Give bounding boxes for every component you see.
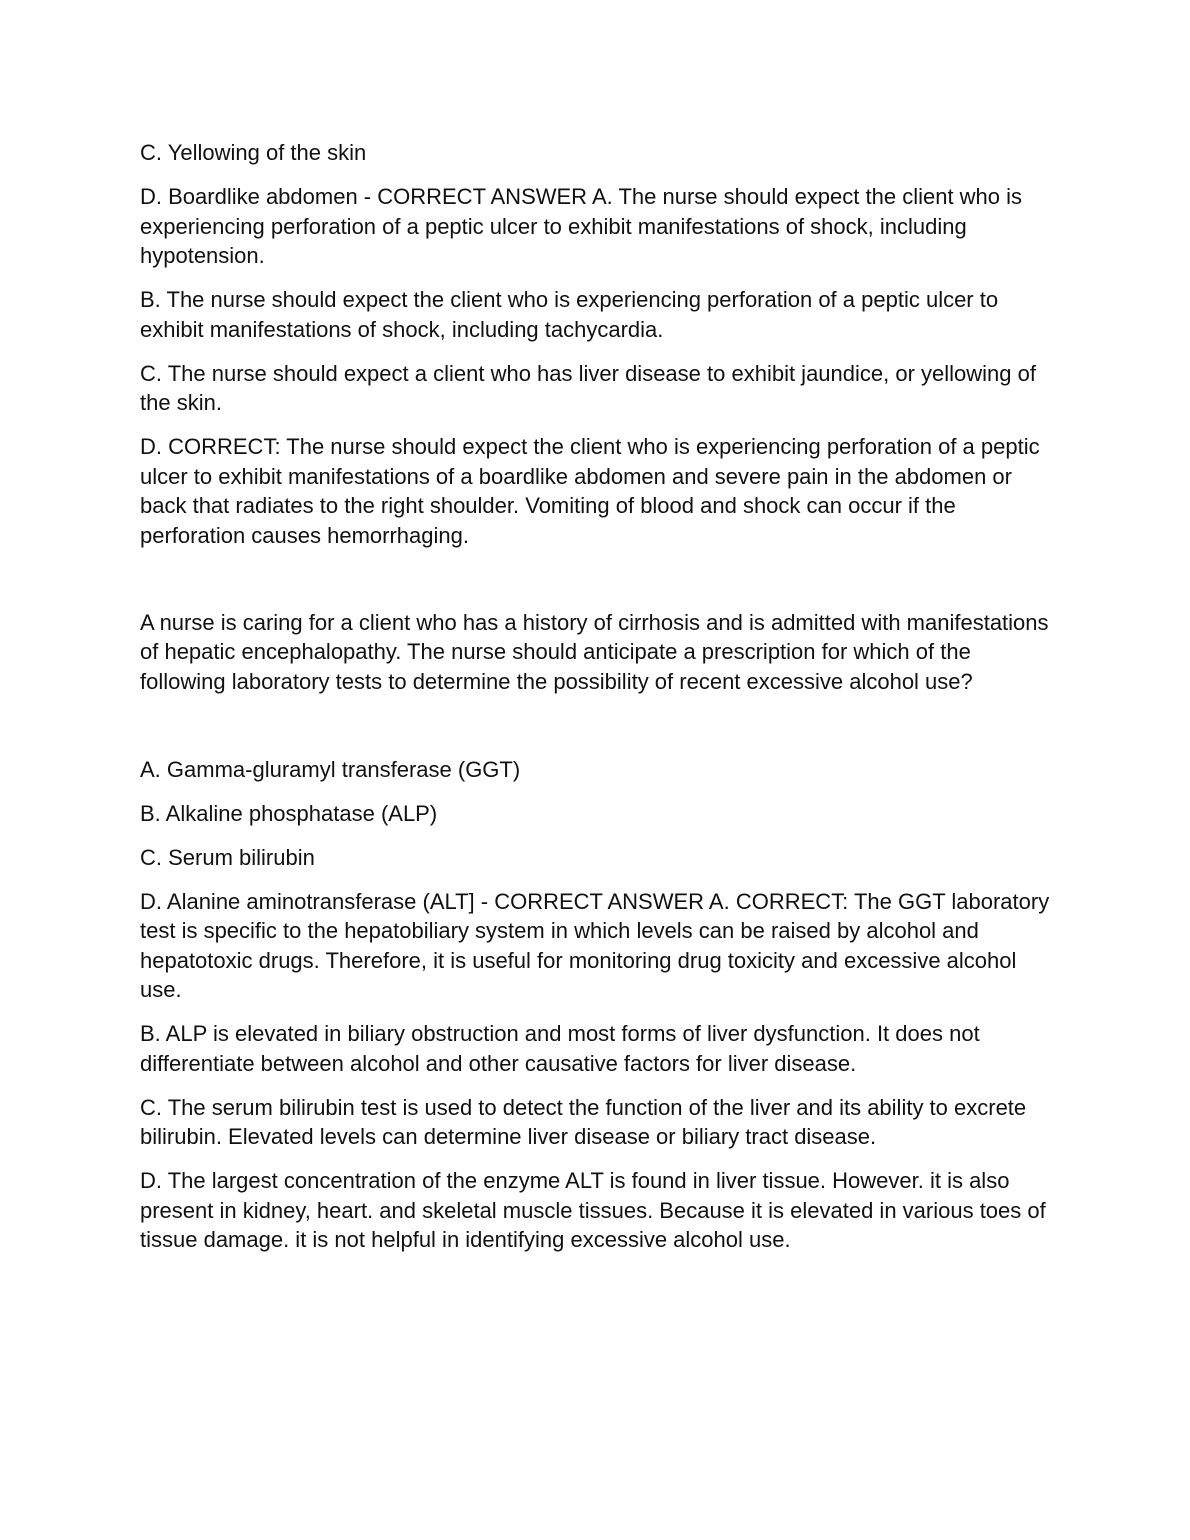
option-d-alt-answer: D. Alanine aminotransferase (ALT] - CORRECT ANSWER A. CORRECT: The GGT laboratory test is specific to the hepatobiliary system in which levels can be raised by alcohol and hepatotoxic drugs. Therefore, it is useful for monitoring drug toxicity and excessive alcohol use. — [140, 888, 1050, 1002]
option-d-answer-hypotension: D. Boardlike abdomen - CORRECT ANSWER A. The nurse should expect the client who is experiencing perforation of a peptic ulcer to exhibit manifestations of shock, including hypotension. — [140, 184, 1023, 268]
option-b-alp: B. Alkaline phosphatase (ALP) — [140, 800, 438, 826]
question-stem: A nurse is caring for a client who has a history of cirrhosis and is admitted with manifestations of hepatic encephalopathy. The nurse should anticipate a prescription for which of the following laboratory tests to determine the possibility of recent excessive alcohol use? — [140, 609, 1049, 694]
rationale-c-jaundice: C. The nurse should expect a client who has liver disease to exhibit jaundice, or yellowing of the skin. — [140, 360, 1036, 415]
option-a-ggt: A. Gamma-gluramyl transferase (GGT) — [140, 756, 521, 782]
option-c-bilirubin: C. Serum bilirubin — [140, 844, 315, 870]
rationale-d-boardlike-abdomen: D. CORRECT: The nurse should expect the client who is experiencing perforation of a peptic ulcer to exhibit manifestations of a boardlike abdomen and severe pain in the abdomen or back that radiates to the right shoulder. Vomiting of blood and shock can occur if the perforation causes hemorrhaging. — [140, 434, 1040, 548]
rationale-b-alp: B. ALP is elevated in biliary obstruction and most forms of liver dysfunction. It does not differentiate between alcohol and other causative factors for liver disease. — [140, 1021, 980, 1076]
option-c-yellowing: C. Yellowing of the skin — [140, 140, 367, 165]
rationale-d-alt: D. The largest concentration of the enzyme ALT is found in liver tissue. However. it is also present in kidney, heart. and skeletal muscle tissues. Because it is elevated in various toes of tissue damage. it is not helpful in identifying excessive alcohol use. — [140, 1168, 1046, 1252]
document-page — [140, 138, 1060, 1269]
rationale-c-bilirubin: C. The serum bilirubin test is used to detect the function of the liver and its ability to excrete bilirubin. Elevated levels can determine liver disease or biliary tract disease. — [140, 1094, 1027, 1149]
spacer — [140, 711, 1060, 755]
spacer — [140, 565, 1060, 608]
rationale-b-tachycardia: B. The nurse should expect the client who is experiencing perforation of a peptic ulcer to exhibit manifestations of shock, including tachycardia. — [140, 287, 999, 342]
